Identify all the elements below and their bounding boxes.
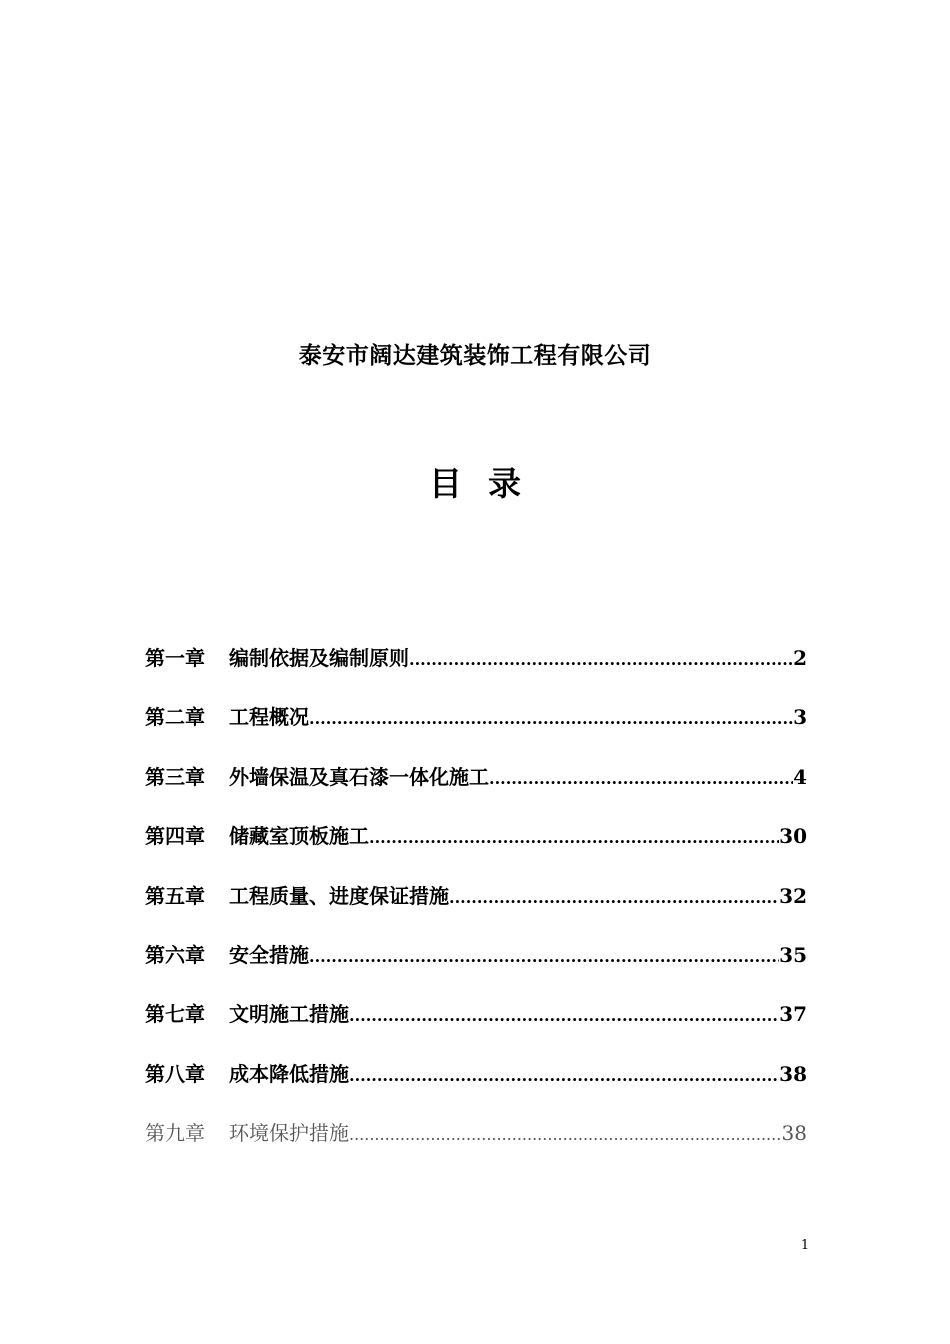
toc-entry-4[interactable] bbox=[145, 818, 807, 854]
toc-chapter-title: 成本降低措施 bbox=[229, 1061, 349, 1086]
toc-chapter-title: 工程质量、进度保证措施 bbox=[229, 883, 449, 908]
toc-dot-leader bbox=[349, 1056, 779, 1094]
toc-chapter-title: 安全措施 bbox=[229, 942, 309, 967]
toc-entry-8[interactable] bbox=[145, 1056, 807, 1092]
toc-page-number: 32 bbox=[779, 883, 807, 908]
toc-dot-leader bbox=[409, 640, 793, 678]
toc-dot-leader bbox=[349, 1115, 782, 1153]
toc-entry-3[interactable] bbox=[145, 759, 807, 795]
toc-chapter-title: 环境保护措施 bbox=[229, 1121, 349, 1146]
toc-page-number: 4 bbox=[793, 764, 807, 789]
toc-heading-left: 目 bbox=[429, 464, 462, 503]
toc-entry-9[interactable] bbox=[145, 1115, 807, 1151]
toc-chapter-number: 第四章 bbox=[145, 824, 205, 849]
toc-chapter-title: 文明施工措施 bbox=[229, 1002, 349, 1027]
toc-dot-leader bbox=[489, 759, 793, 797]
toc-page-number: 3 bbox=[793, 705, 807, 730]
company-name: 泰安市阔达建筑装饰工程有限公司 bbox=[298, 342, 652, 369]
toc-chapter-number: 第五章 bbox=[145, 883, 205, 908]
toc-dot-leader bbox=[349, 996, 779, 1034]
toc-chapter-title: 储藏室顶板施工 bbox=[229, 824, 369, 849]
toc-chapter-number: 第九章 bbox=[145, 1121, 205, 1146]
toc-page-number: 35 bbox=[779, 942, 807, 967]
toc-chapter-number: 第七章 bbox=[145, 1002, 205, 1027]
toc-dot-leader bbox=[309, 699, 793, 737]
toc-chapter-number: 第三章 bbox=[145, 764, 205, 789]
toc-page-number: 2 bbox=[793, 646, 807, 670]
toc-chapter-number: 第八章 bbox=[145, 1061, 205, 1086]
footer-page-number: 1 bbox=[800, 1238, 810, 1253]
toc-entry-1[interactable] bbox=[145, 640, 807, 676]
toc-entry-5[interactable] bbox=[145, 878, 807, 914]
toc-page-number: 30 bbox=[779, 824, 807, 849]
toc-dot-leader bbox=[369, 818, 779, 856]
toc-chapter-title: 外墙保温及真石漆一体化施工 bbox=[229, 764, 489, 789]
toc-chapter-number: 第六章 bbox=[145, 942, 205, 967]
toc-chapter-title: 编制依据及编制原则 bbox=[229, 646, 409, 670]
toc-page-number: 38 bbox=[779, 1061, 807, 1086]
toc-heading bbox=[0, 460, 950, 508]
toc-entry-2[interactable] bbox=[145, 699, 807, 735]
toc-entry-7[interactable] bbox=[145, 996, 807, 1032]
toc-chapter-title: 工程概况 bbox=[229, 705, 309, 730]
toc-page-number: 37 bbox=[779, 1002, 807, 1027]
toc-page-number: 38 bbox=[781, 1121, 807, 1146]
table-of-contents bbox=[145, 640, 807, 1175]
toc-heading-right: 录 bbox=[488, 464, 521, 503]
toc-chapter-number: 第二章 bbox=[145, 705, 205, 730]
toc-dot-leader bbox=[309, 937, 779, 975]
toc-chapter-number: 第一章 bbox=[145, 646, 205, 670]
toc-entry-6[interactable] bbox=[145, 937, 807, 973]
toc-dot-leader bbox=[449, 878, 779, 916]
